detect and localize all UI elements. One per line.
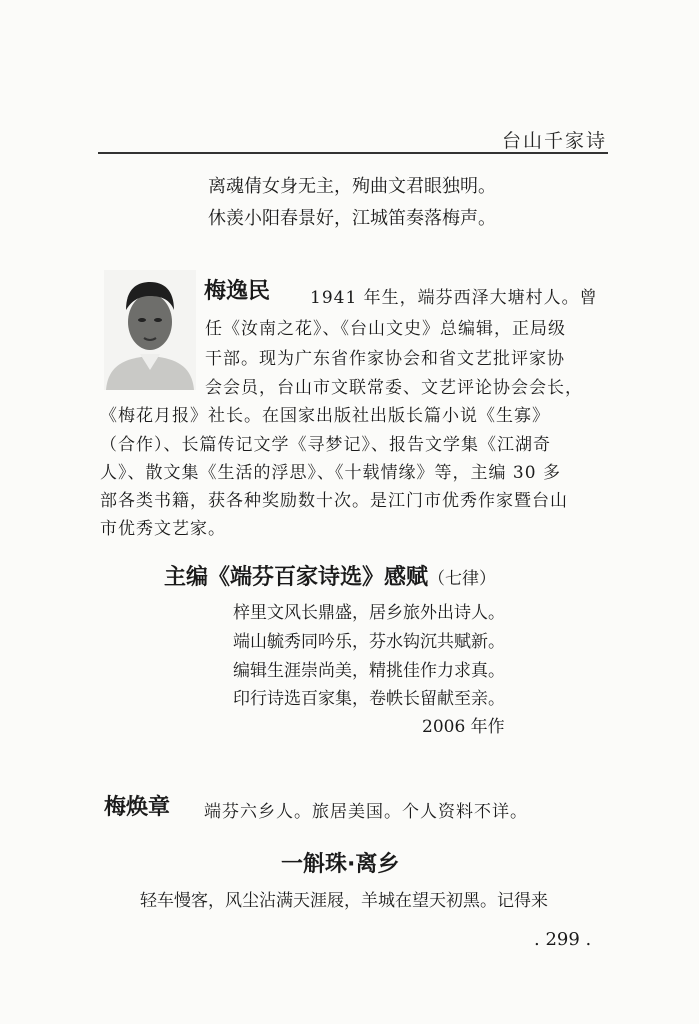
author-bio-line: 1941 年生，端芬西泽大塘村人。曾 bbox=[310, 288, 598, 308]
poem-line: 休羡小阳春景好，江城笛奏落梅声。 bbox=[208, 208, 496, 229]
poem-line: 端山毓秀同吟乐，芬水钩沉共赋新。 bbox=[233, 632, 505, 652]
author-name: 梅焕章 bbox=[104, 795, 171, 820]
poem-title: 一斛珠·离乡 bbox=[281, 852, 400, 877]
poem-title bbox=[164, 560, 496, 591]
author-bio-line: 市优秀文艺家。 bbox=[100, 519, 226, 539]
poem-line: 印行诗选百家集，卷帙长留献至亲。 bbox=[233, 689, 505, 709]
running-head: 台山千家诗 bbox=[501, 130, 607, 152]
poem-date: 2006 年作 bbox=[422, 717, 505, 737]
poem-line: 轻车慢客，风尘沾满天涯屐，羊城在望天初黑。记得来 bbox=[140, 891, 548, 911]
poem-line: 离魂倩女身无主，殉曲文君眼独明。 bbox=[208, 176, 496, 197]
author-bio-line: 《梅花月报》社长。在国家出版社出版长篇小说《生寡》 bbox=[100, 406, 550, 426]
author-bio-line: 干部。现为广东省作家协会和省文艺批评家协 bbox=[205, 349, 565, 369]
poem-title-text: 主编《端芬百家诗选》感赋 bbox=[164, 565, 429, 590]
header-rule bbox=[98, 152, 608, 154]
poem-line: 梓里文风长鼎盛，居乡旅外出诗人。 bbox=[233, 603, 505, 623]
page-number: . 299 . bbox=[534, 929, 592, 950]
poem-form-label: （七律） bbox=[428, 569, 497, 589]
poem-line: 编辑生涯崇尚美，精挑佳作力求真。 bbox=[233, 661, 505, 681]
author-bio-line: 部各类书籍，获各种奖励数十次。是江门市优秀作家暨台山 bbox=[100, 491, 568, 511]
author-bio-line: 会会员，台山市文联常委、文艺评论协会会长， bbox=[205, 378, 583, 398]
author-name: 梅逸民 bbox=[204, 279, 271, 304]
author-portrait-photo bbox=[104, 270, 196, 390]
author-bio: 端芬六乡人。旅居美国。个人资料不详。 bbox=[204, 802, 528, 822]
author-bio-line: 人》、散文集《生活的浮思》、《十载情缘》等，主编 30 多 bbox=[100, 463, 561, 483]
author-bio-line: （合作）、长篇传记文学《寻梦记》、报告文学集《江湖奇 bbox=[100, 435, 551, 455]
author-bio-line: 任《汝南之花》、《台山文史》总编辑，正局级 bbox=[205, 319, 566, 339]
